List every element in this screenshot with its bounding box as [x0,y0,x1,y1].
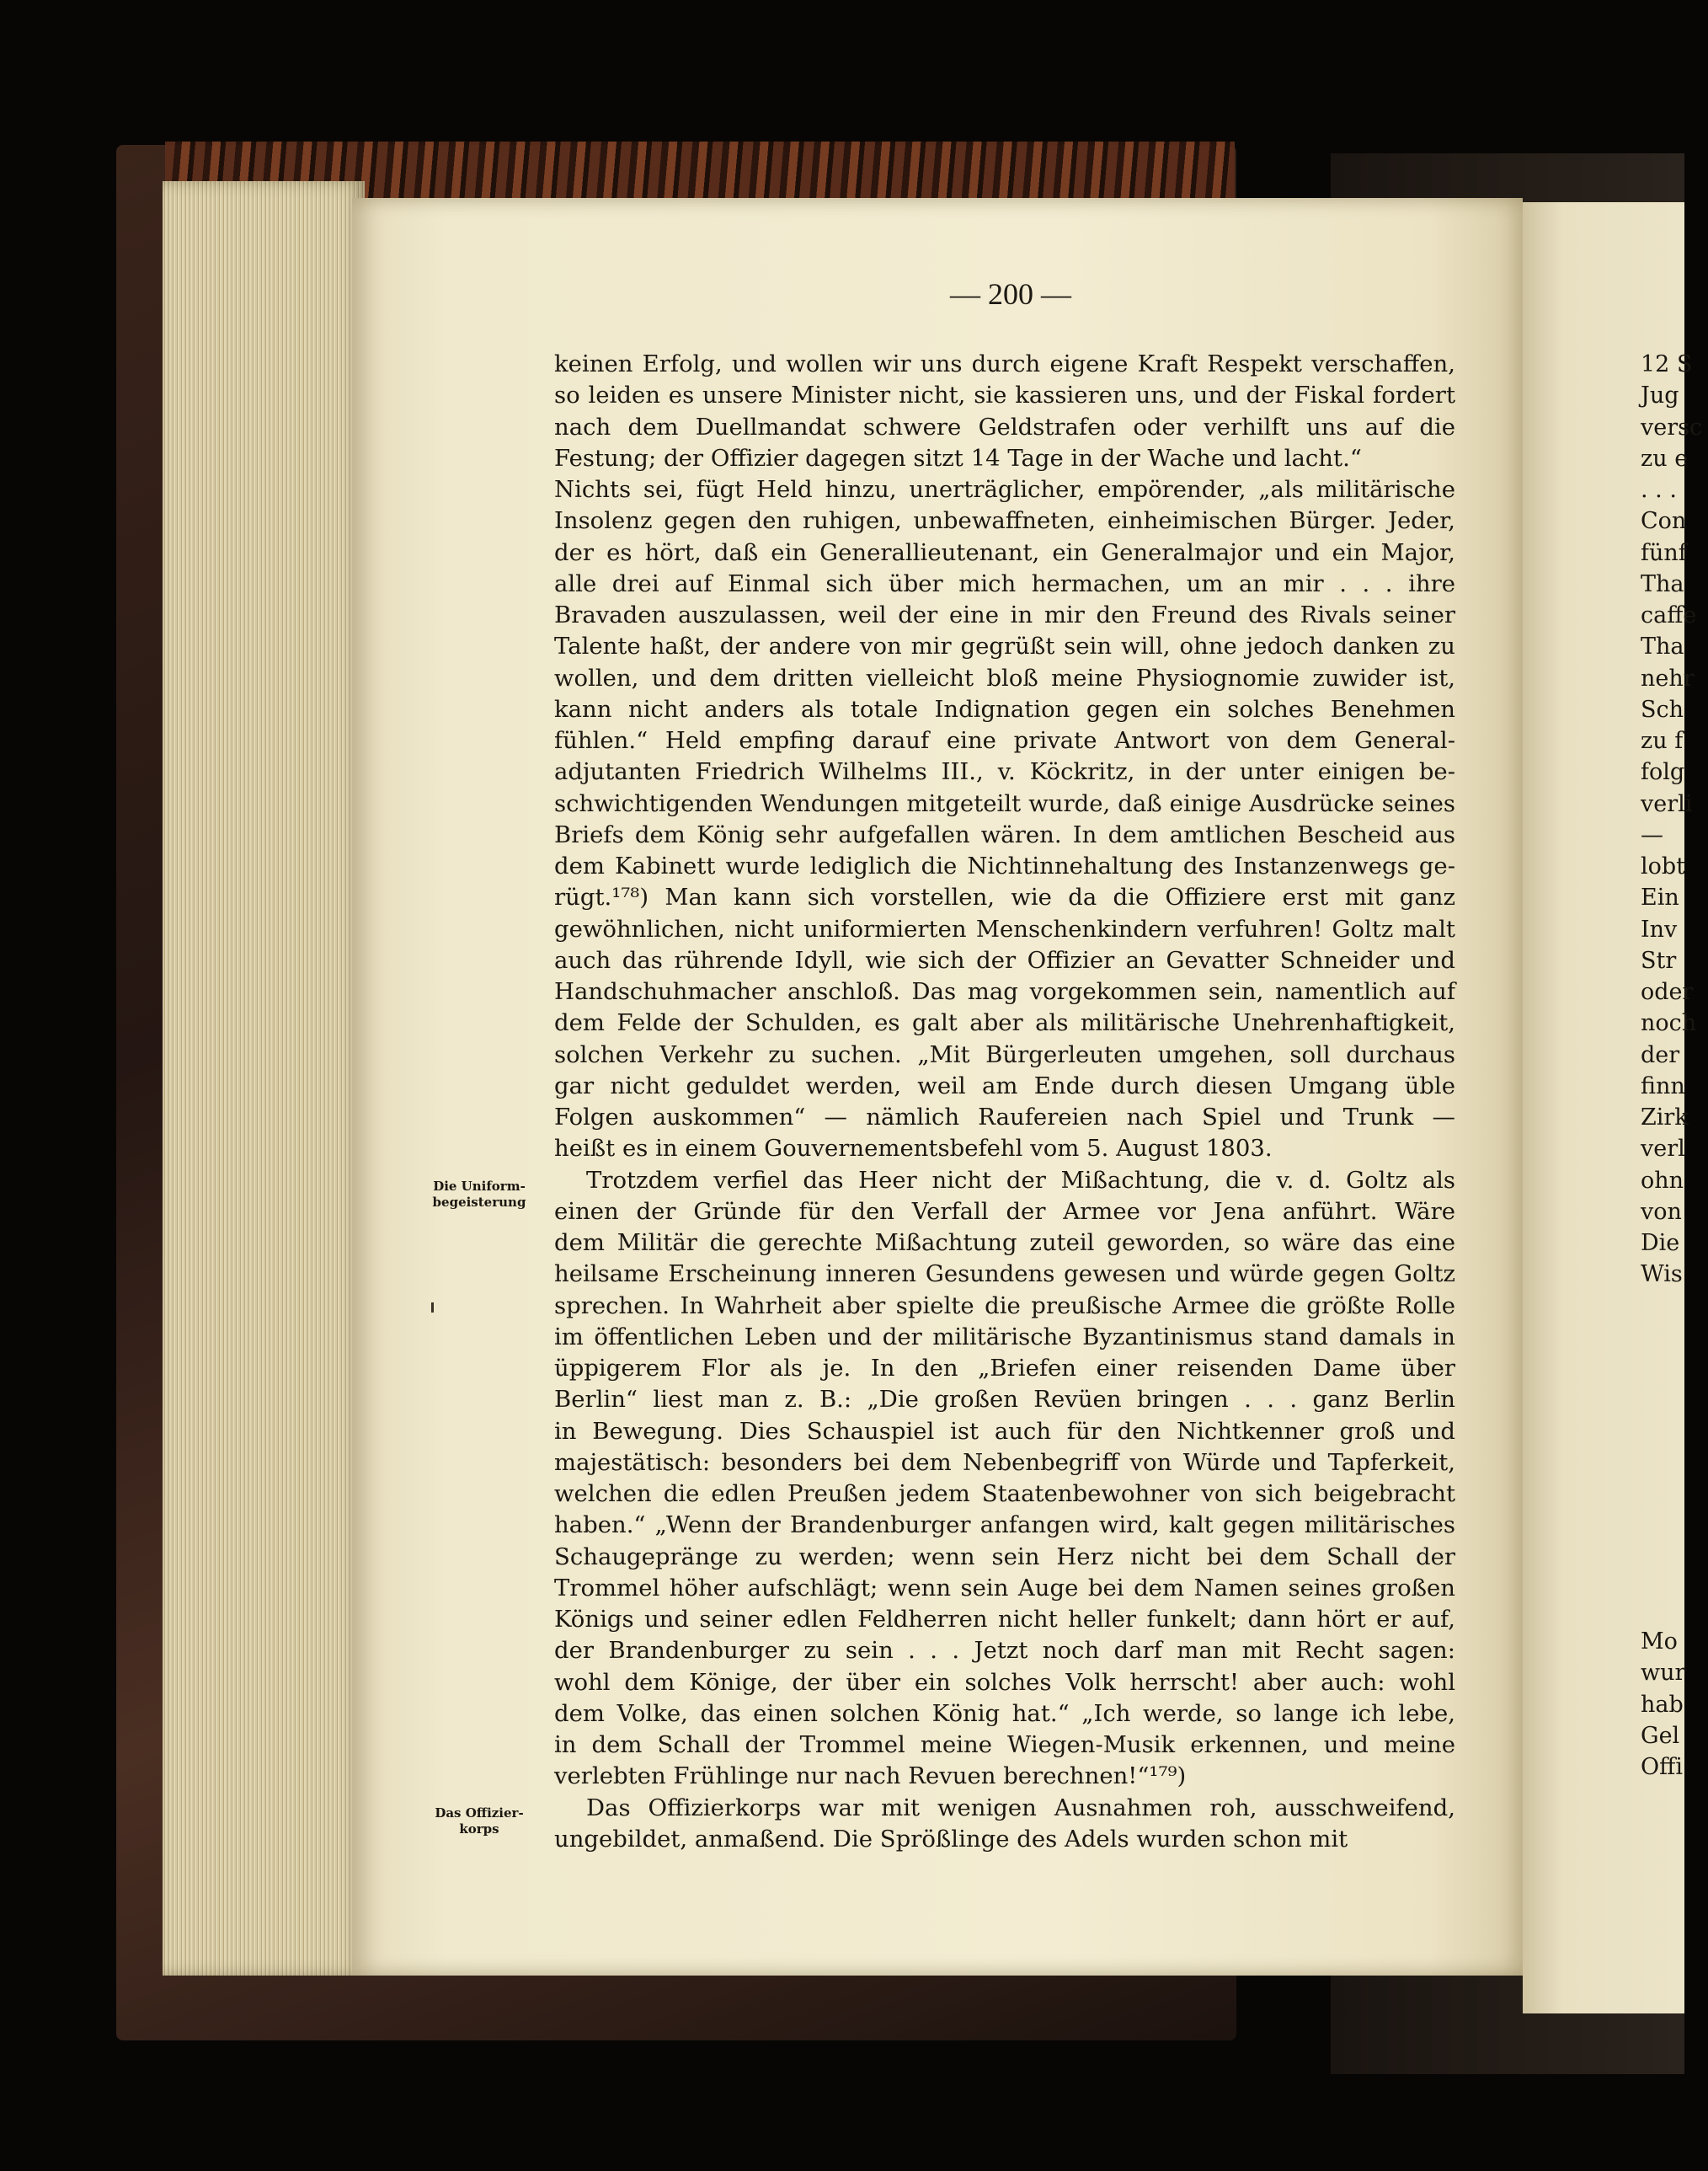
text-line: auch das rührende Idyll, wie sich der Offizier an Gevatter Schneider und [554,946,1455,974]
text-line: Folgen auskommen“ — nämlich Raufereien nach Spiel und Trunk — [554,1104,1455,1131]
page-block-edge [163,181,365,1976]
text-line: dem Kabinett wurde lediglich die Nichtinnehaltung des Instanzenwegs ge- [554,853,1455,880]
text-line: wollen, und dem dritten vielleicht bloß meine Physiognomie zuwider ist, [554,664,1455,692]
text-line: Handschuhmacher anschloß. Das mag vorgekommen sein, namentlich auf [554,978,1455,1005]
next-page-line: zu f [1641,728,1684,754]
text-line: ungebildet, anmaßend. Die Sprößlinge des Adels wurden schon mit [554,1825,1348,1853]
text-line: gewöhnlichen, nicht uniformierten Menschenkindern verfuhren! Goltz malt [554,915,1455,943]
text-line: Das Offizierkorps war mit wenigen Ausnahmen roh, ausschweifend, [586,1794,1455,1821]
next-page-line: ohn [1641,1167,1684,1194]
text-line: Berlin“ liest man z. B.: „Die großen Revüen bringen . . . ganz Berlin [554,1386,1455,1414]
margin-note-line: korps [459,1821,499,1837]
text-line: dem Felde der Schulden, es galt aber als militärische Unehrenhaftigkeit, [554,1009,1455,1037]
next-page-line: fünf [1641,539,1687,566]
text-line: im öffentlichen Leben und der militärische Byzantinismus stand damals in [554,1323,1455,1350]
next-page-line: folg [1641,759,1685,786]
text-line: gar nicht geduldet werden, weil am Ende durch diesen Umgang üble [554,1072,1455,1099]
next-page-line: — [1641,821,1663,848]
next-page-line: Die [1641,1230,1680,1256]
text-line: keinen Erfolg, und wollen wir uns durch eigene Kraft Respekt verschaffen, [554,350,1455,377]
text-line: so leiden es unsere Minister nicht, sie kassieren uns, und der Fiskal fordert [554,382,1455,409]
text-line: Schaugepränge zu werden; wenn sein Herz nicht bei dem Schall der [554,1543,1455,1570]
text-line: der Brandenburger zu sein . . . Jetzt noch darf man mit Recht sagen: [554,1637,1455,1665]
text-line: Talente haßt, der andere von mir gegrüßt sein will, ohne jedoch danken zu [554,633,1455,660]
text-line: rügt.¹⁷⁸) Man kann sich vorstellen, wie da die Offiziere erst mit ganz [554,884,1455,912]
next-page-line: Mo [1641,1628,1678,1655]
margin-note-line: begeisterung [432,1195,526,1210]
next-page-line: hab [1641,1691,1684,1718]
text-line: verlebten Frühlinge nur nach Revuen berechnen!“¹⁷⁹) [554,1762,1187,1790]
text-line: nach dem Duellmandat schwere Geldstrafen oder verhilft uns auf die [554,413,1455,441]
text-line: Trommel höher aufschlägt; wenn sein Auge bei dem Namen seines großen [554,1574,1455,1602]
next-page-line: von [1641,1198,1682,1225]
next-page-lines-top [1641,349,1708,1291]
text-line: einen der Gründe für den Verfall der Armee vor Jena anführt. Wäre [554,1197,1455,1225]
text-line: der es hört, daß ein Generallieutenant, ein Generalmajor und ein Major, [554,538,1455,566]
text-line: Nichts sei, fügt Held hinzu, unerträglicher, empörender, „als militärische [554,476,1455,503]
next-page-line: zu e [1641,445,1689,472]
text-line: Bravaden auszulassen, weil der eine in mir den Freund des Rivals seiner [554,602,1455,628]
text-line: majestätisch: besonders bei dem Nebenbegriff von Würde und Tapferkeit, [554,1448,1455,1476]
text-line: dem Volke, das einen solchen König hat.“ „Ich werde, so lange ich lebe, [554,1699,1455,1727]
text-line: fühlen.“ Held empfing darauf eine private Antwort von dem General- [554,727,1455,754]
next-page-line: finn [1641,1072,1685,1099]
next-page-line: caffe [1641,602,1697,628]
next-page-line: versc [1641,414,1703,441]
text-line: solchen Verkehr zu suchen. „Mit Bürgerleuten umgehen, soll durchaus [554,1040,1455,1068]
next-page-line: nehr [1641,665,1695,692]
next-page-line: Inv [1641,916,1678,943]
body-text [554,349,1455,1855]
next-page-line: 12 S [1641,351,1693,377]
next-page-line: verli [1641,790,1693,817]
next-page-line: Str [1641,947,1677,974]
text-line: dem Militär die gerechte Mißachtung zuteil geworden, so wäre das eine [554,1229,1455,1256]
next-page-line: noch [1641,1010,1697,1037]
next-page-line: Gel [1641,1722,1680,1749]
text-line: Trotzdem verfiel das Heer nicht der Mißachtung, die v. d. Goltz als [586,1166,1455,1194]
text-line: in Bewegung. Dies Schauspiel ist auch für den Nichtkenner groß und [554,1417,1455,1445]
next-page-line: Tha [1641,634,1684,660]
text-line: heilsame Erscheinung inneren Gesundens gewesen und würde gegen Goltz [554,1260,1455,1288]
text-line: alle drei auf Einmal sich über mich hermachen, um an mir . . . ihre [554,569,1455,597]
next-page-line: . . . [1641,477,1677,503]
next-page-line: Wis [1641,1261,1683,1288]
text-line: adjutanten Friedrich Wilhelms III., v. Köckritz, in der unter einigen be- [554,758,1455,786]
text-line: schwichtigenden Wendungen mitgeteilt wurde, daß einige Ausdrücke seines [554,789,1455,817]
text-line: Briefs dem König sehr aufgefallen wären. In dem amtlichen Bescheid aus [554,821,1455,848]
text-line: üppigerem Flor als je. In den „Briefen einer reisenden Dame über [554,1355,1455,1382]
text-line: Königs und seiner edlen Feldherren nicht heller funkelt; dann hört er auf, [554,1606,1455,1633]
text-line: heißt es in einem Gouvernementsbefehl vom 5. August 1803. [554,1135,1273,1163]
text-line: wohl dem Könige, der über ein solches Volk herrscht! aber auch: wohl [554,1668,1455,1696]
text-line: welchen die edlen Preußen jedem Staatenbewohner von sich beigebracht [554,1480,1455,1507]
next-page-lines-bottom [1641,1626,1708,1783]
stray-mark [431,1302,434,1313]
text-line: kann nicht anders als totale Indignation gegen ein solches Benehmen [554,695,1455,723]
margin-note-uniform [416,1179,542,1211]
next-page-line: Con [1641,508,1687,535]
page-number: — 200 — [950,277,1071,311]
next-page-line: der [1641,1041,1680,1068]
next-page-line: Tha [1641,570,1684,597]
text-line: Insolenz gegen den ruhigen, unbewaffneten, einheimischen Bürger. Jeder, [554,507,1455,535]
text-line: sprechen. In Wahrheit aber spielte die preußische Armee die größte Rolle [554,1291,1455,1319]
next-page-line: Sch [1641,696,1684,723]
margin-note-line: Die Uniform- [433,1179,526,1194]
next-page-line: Offi [1641,1754,1683,1780]
next-page-line: Zirk [1641,1104,1689,1131]
next-page-line: Ein [1641,885,1679,912]
next-page-line: wur [1641,1660,1686,1687]
next-page-line: verl [1641,1136,1685,1163]
next-page-line: oder [1641,979,1694,1005]
margin-note-line: Das Offizier- [435,1805,524,1821]
next-page-line: Jug [1641,382,1679,409]
text-line: Festung; der Offizier dagegen sitzt 14 Tage in der Wache und lacht.“ [554,444,1362,472]
margin-note-officers [416,1805,542,1837]
next-page-line: lobt [1641,853,1686,880]
text-line: haben.“ „Wenn der Brandenburger anfangen wird, kalt gegen militärisches [554,1511,1455,1539]
text-line: in dem Schall der Trommel meine Wiegen-Musik erkennen, und meine [554,1731,1455,1758]
